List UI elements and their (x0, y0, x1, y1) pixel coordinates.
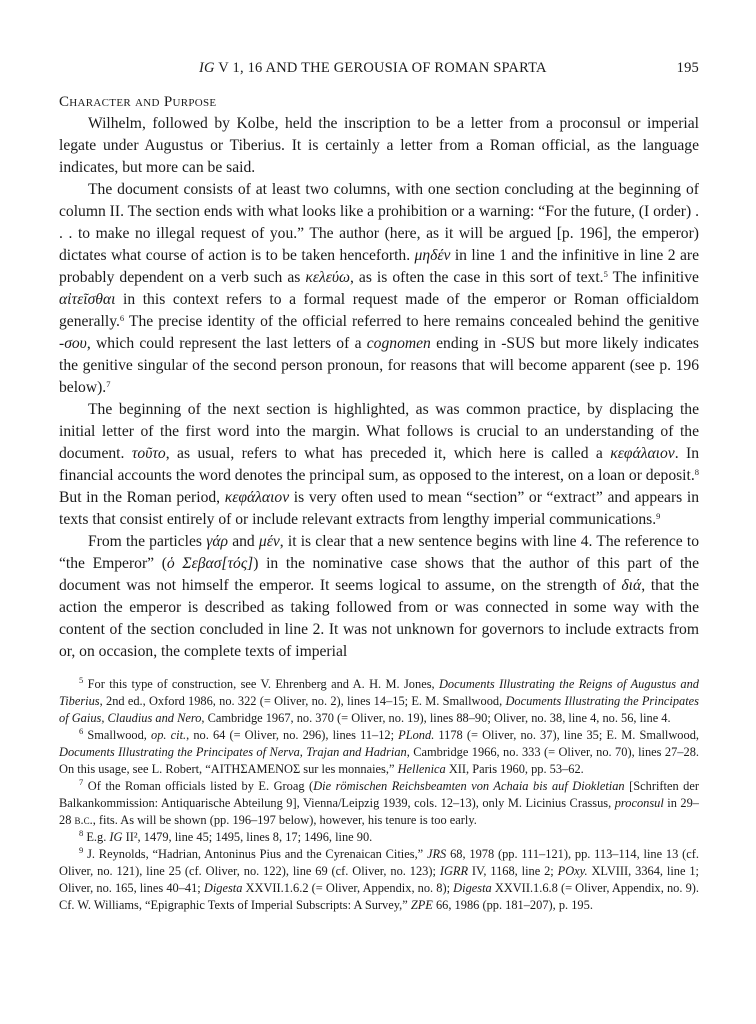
running-title (199, 60, 547, 77)
text-run: in 29–28 (59, 796, 700, 827)
text-run: The beginning of the next section is highlighted, as was common practice, by displacing the initial letter of the first word into the margin. What follows is crucial to an understanding of the document. (59, 401, 699, 462)
text-run: From the particles (88, 533, 207, 550)
footnote-ref[interactable]: 7 (106, 379, 111, 389)
greek-term: αἰτεῖσθαι (59, 291, 116, 308)
text-run: ) in the nominative case shows that the author of this part of the document was not himself the emperor. It seems logical to assume, on the strength of (59, 555, 699, 594)
small-caps-era: b.c. (74, 813, 93, 827)
footnote-number: 7 (79, 777, 84, 787)
footnote-6 (59, 727, 699, 778)
footnote-5 (59, 676, 699, 727)
footnote-ref[interactable]: 6 (119, 313, 125, 323)
section-heading: Character and Purpose (59, 94, 217, 110)
page-number: 195 (676, 60, 699, 76)
text-run: The document consists of at least two columns, with one section concluding at the beginning of column II. The section ends with what looks like a prohibition or a warning: “For the future, (I order) . . . to make no illegal request of you.” The author (here, as it will be argued [p. 196], the emperor) dictates what course of action is to be taken henceforth. (59, 181, 699, 264)
footnote-7 (59, 778, 699, 829)
text-run: , it is clear that a new sentence begins with line 4. The reference to “the Emperor” ( (59, 533, 700, 572)
italic-title: JRS (426, 847, 447, 861)
text-run: J. Reynolds, “Hadrian, Antoninus Pius and the Cyrenaican Cities,” (83, 847, 427, 861)
running-header (59, 60, 699, 80)
greek-term: κεφάλαιον (224, 489, 290, 506)
paragraph-2 (59, 179, 699, 399)
text-run: , as usual, refers to what has preceded it, which here is called a (165, 445, 611, 462)
italic-title: IG (109, 830, 123, 844)
footnote-number: 9 (79, 845, 84, 855)
greek-term: ὁ Σεβασ[τός] (166, 555, 254, 572)
text-run: , as is often the case in this sort of text. (350, 269, 604, 286)
greek-term: -σου (59, 335, 87, 352)
italic-title: Digesta (203, 881, 243, 895)
footnote-ref[interactable]: 5 (603, 269, 608, 279)
footnote-number: 5 (79, 675, 84, 685)
text-run: II², 1479, line 45; 1495, lines 8, 17; 1496, line 90. (122, 830, 373, 844)
body-text (59, 113, 699, 663)
text-run: in line 1 and the infinitive in line 2 are probably dependent on a verb such as (59, 247, 699, 286)
footnote-number: 6 (79, 726, 84, 736)
text-run: XXVII.1.6.2 (= Oliver, Appendix, no. 8); (242, 881, 454, 895)
text-run: in this context refers to a formal request made of the emperor or Roman officialdom generally. (59, 291, 699, 330)
footnote-8 (59, 829, 699, 846)
text-run: ending in -SUS but more likely indicates the genitive singular of the second person pronoun, for reasons that will become apparent (see p. 196 below). (59, 335, 699, 396)
italic-title: PLond. (398, 728, 435, 742)
paragraph-4 (59, 531, 699, 663)
text-run: is very often used to mean “section” or “extract” and appears in texts that consist entirely of or include relevant extracts from lengthy imperial communications. (59, 489, 699, 528)
footnotes (59, 676, 699, 914)
greek-term: μηδέν (414, 247, 451, 264)
text-run: The infinitive (607, 269, 699, 286)
text-run: XLVIII, 3364, line 1; Oliver, no. 165, lines 40–41; (59, 864, 699, 895)
italic-title: Hellenica (397, 762, 446, 776)
italic-title: Digesta (453, 881, 492, 895)
text-run: 68, 1978 (pp. 111–121), pp. 113–114, line 13 (cf. Oliver, no. 121), line 25 (cf. Oliver, no. 122), line 69 (cf. Oliver, no. 123); (59, 847, 699, 878)
italic-term: cognomen (366, 335, 431, 352)
text-run: Smallwood, (83, 728, 152, 742)
footnote-ref[interactable]: 9 (656, 511, 661, 521)
footnote-number: 8 (79, 828, 84, 838)
italic-title: POxy. (557, 864, 588, 878)
text-run: , fits. As will be shown (pp. 196–197 below), however, his tenure is too early. (92, 813, 477, 827)
running-title-text: V 1, 16 AND THE GEROUSIA OF ROMAN SPARTA (214, 60, 547, 76)
italic-title: Documents Illustrating the Reigns of Augustus and Tiberius (59, 677, 699, 708)
text-run: 66, 1986 (pp. 181–207), p. 195. (432, 898, 593, 912)
italic-title: op. cit. (151, 728, 187, 742)
italic-title: Documents Illustrating the Principates of Gaius, Claudius and Nero (59, 694, 699, 725)
text-run: IV, 1168, line 2; (468, 864, 558, 878)
italic-title: ZPE (410, 898, 433, 912)
text-run: [Schriften der Balkankommission: Antiquarische Abteilung 9], Vienna/Leipzig 1939, cols. 12–13), only M. Licinius Crassus, (59, 779, 700, 810)
footnote-9 (59, 846, 699, 914)
text-run: The precise identity of the official referred to here remains concealed behind the genitive (124, 313, 699, 330)
text-run: XXVII.1.6.8 (= Oliver, Appendix, no. 9). Cf. W. Williams, “Epigraphic Texts of Imperial Subscripts: A Survey,” (59, 881, 699, 912)
greek-term: τοῦτο (131, 445, 166, 462)
italic-title: IGRR (439, 864, 469, 878)
text-run: , 2nd ed., Oxford 1986, no. 322 (= Oliver, no. 2), lines 14–15; E. M. Smallwood, (99, 694, 506, 708)
text-run: , Cambridge 1967, no. 370 (= Oliver, no. 19), lines 88–90; Oliver, no. 38, line 4, no. 56, line 4. (201, 711, 671, 725)
text-run: , that the action the emperor is described as taking followed from or was connected in some way with the content of the section concluded in line 2. It was not unknown for governors to include extracts from or, on occasion, the complete texts of imperial (59, 577, 699, 660)
greek-term: κελεύω (305, 269, 351, 286)
paragraph-3 (59, 399, 699, 531)
footnote-ref[interactable]: 8 (694, 467, 699, 477)
greek-term: μέν (258, 533, 280, 550)
italic-title: Die römischen Reichsbeamten von Achaia bis auf Diokletian (313, 779, 625, 793)
text-run: Of the Roman officials listed by E. Groag ( (83, 779, 314, 793)
text-run: , no. 64 (= Oliver, no. 296), lines 11–12; (186, 728, 399, 742)
text-run: For this type of construction, see V. Ehrenberg and A. H. M. Jones, (83, 677, 439, 691)
text-run: 1178 (= Oliver, no. 37), line 35; E. M. Smallwood, (434, 728, 699, 742)
text-run: E.g. (83, 830, 110, 844)
text-run: and (228, 533, 259, 550)
text-run: XII, Paris 1960, pp. 53–62. (445, 762, 584, 776)
greek-term: γάρ (206, 533, 229, 550)
text-run: , Cambridge 1966, no. 333 (= Oliver, no. 70), lines 27–28. On this usage, see L. Robert, “ΑΙΤΗΣΑΜΕΝΟΣ sur les monnaies,” (59, 745, 699, 776)
paragraph-1: Wilhelm, followed by Kolbe, held the inscription to be a letter from a proconsul or imperial legate under Augustus or Tiberius. It is certainly a letter from a Roman official, as the language indicates, but more can be said. (59, 115, 699, 176)
greek-term: διά (621, 577, 642, 594)
italic-title: Documents Illustrating the Principates of Nerva, Trajan and Hadrian (59, 745, 407, 759)
italic-title: proconsul (614, 796, 664, 810)
text-run: , which could represent the last letters of a (86, 335, 367, 352)
running-title-italic: IG (199, 60, 215, 76)
text-run: But in the Roman period, (59, 489, 225, 506)
text-run: . In financial accounts the word denotes the principal sum, as opposed to the interest, on a loan or deposit. (59, 445, 699, 484)
greek-term: κεφάλαιον (610, 445, 675, 462)
